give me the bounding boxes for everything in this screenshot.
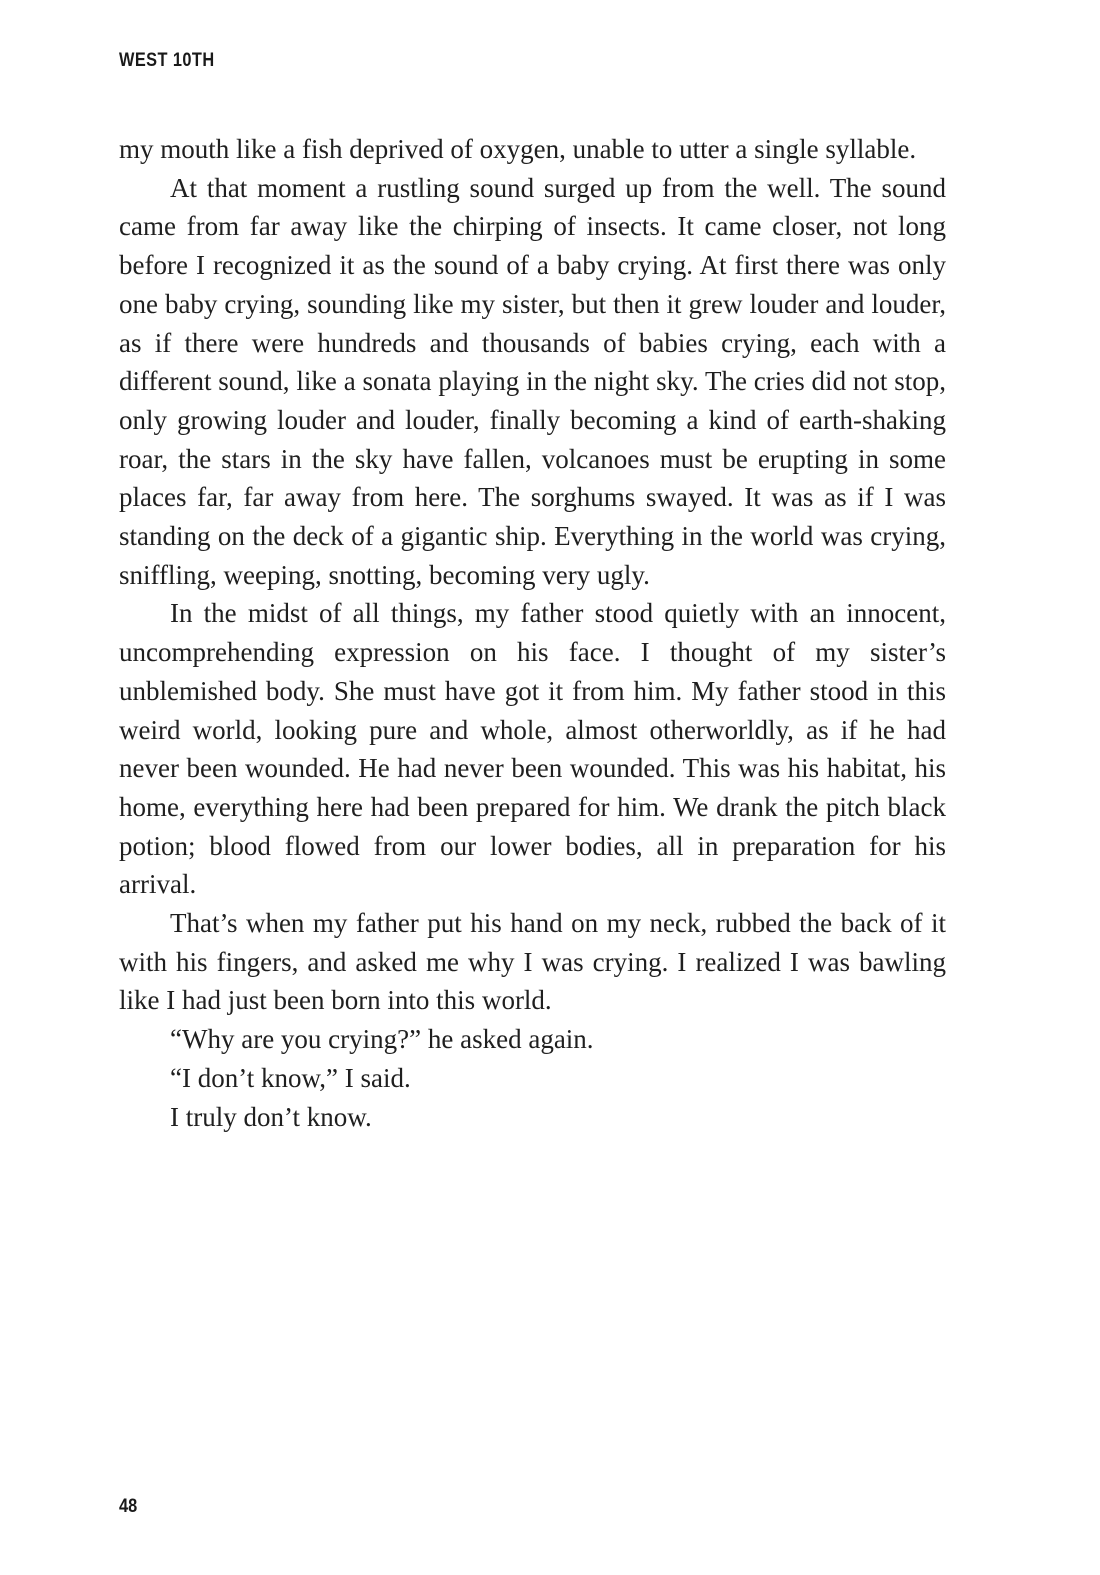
paragraph: At that moment a rustling sound surged up from the well. The sound came from far away like the chirping of insects. It came closer, not long before I recognized it as the sound of a baby crying. At first there was only one baby crying, sounding like my sister, but then it grew louder and louder, as if there were hundreds and thousands of babies crying, each with a different sound, like a sonata playing in the night sky. The cries did not stop, only growing louder and louder, finally becoming a kind of earth-shaking roar, the stars in the sky have fallen, volcanoes must be erupting in some places far, far away from here. The sorghums swayed. It was as if I was standing on the deck of a gigantic ship. Everything in the world was crying, sniffling, weeping, snotting, becoming very ugly. <box>119 172 946 590</box>
paragraph: “I don’t know,” I said. <box>170 1062 411 1093</box>
paragraph: my mouth like a fish deprived of oxygen, unable to utter a single syllable. <box>119 134 917 164</box>
running-head: WEST 10TH <box>119 50 215 71</box>
body-text <box>119 130 946 1136</box>
paragraph: “Why are you crying?” he asked again. <box>170 1024 594 1055</box>
paragraph: In the midst of all things, my father stood quietly with an innocent, uncomprehending expression on his face. I thought of my sister’s unblemished body. She must have got it from him. My father stood in this weird world, looking pure and whole, almost otherworldly, as if he had never been wounded. He had never been wounded. This was his habitat, his home, everything here had been prepared for him. We drank the pitch black potion; blood flowed from our lower bodies, all in preparation for his arrival. <box>119 598 946 900</box>
paragraph: I truly don’t know. <box>170 1101 372 1132</box>
paragraph: That’s when my father put his hand on my neck, rubbed the back of it with his fingers, and asked me why I was crying. I realized I was bawling like I had just been born into this world. <box>119 908 946 1016</box>
page-number: 48 <box>119 1496 138 1517</box>
